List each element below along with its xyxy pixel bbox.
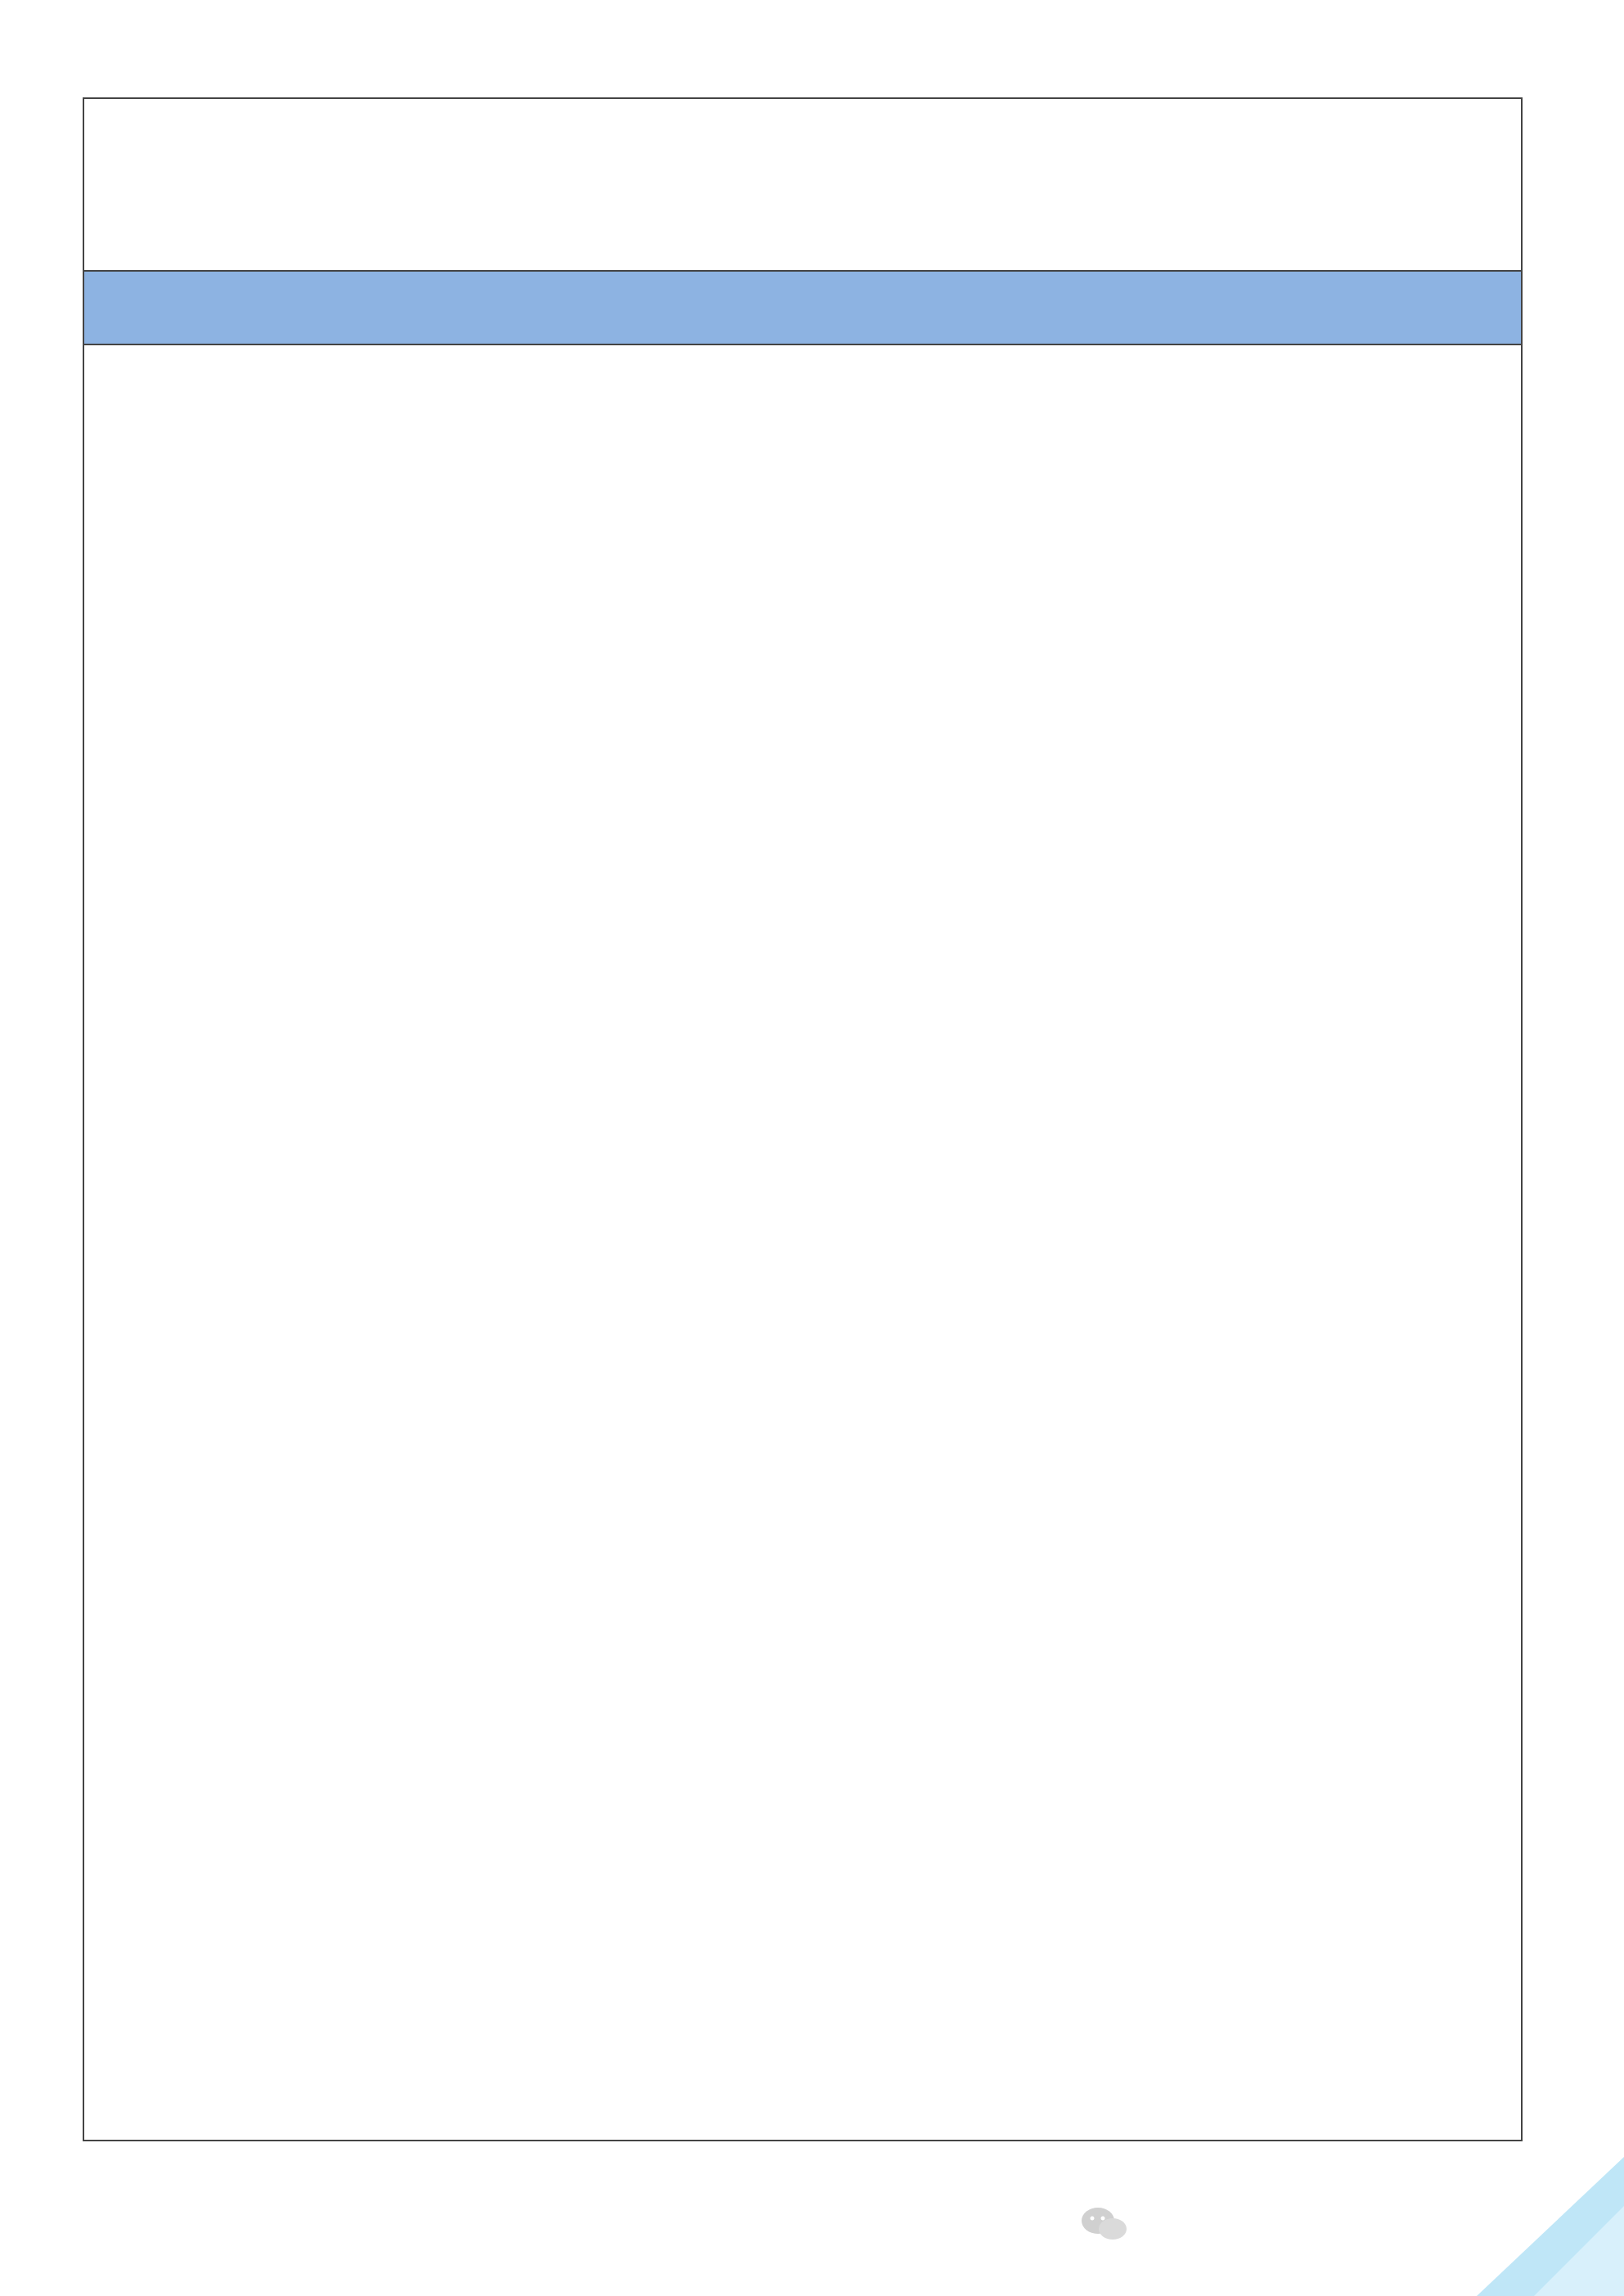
content-table xyxy=(83,97,1523,2141)
wechat-icon xyxy=(1080,2206,1129,2242)
corner-decoration xyxy=(1346,2157,1624,2296)
day-header xyxy=(84,270,1521,345)
watermark xyxy=(1080,2201,1139,2243)
